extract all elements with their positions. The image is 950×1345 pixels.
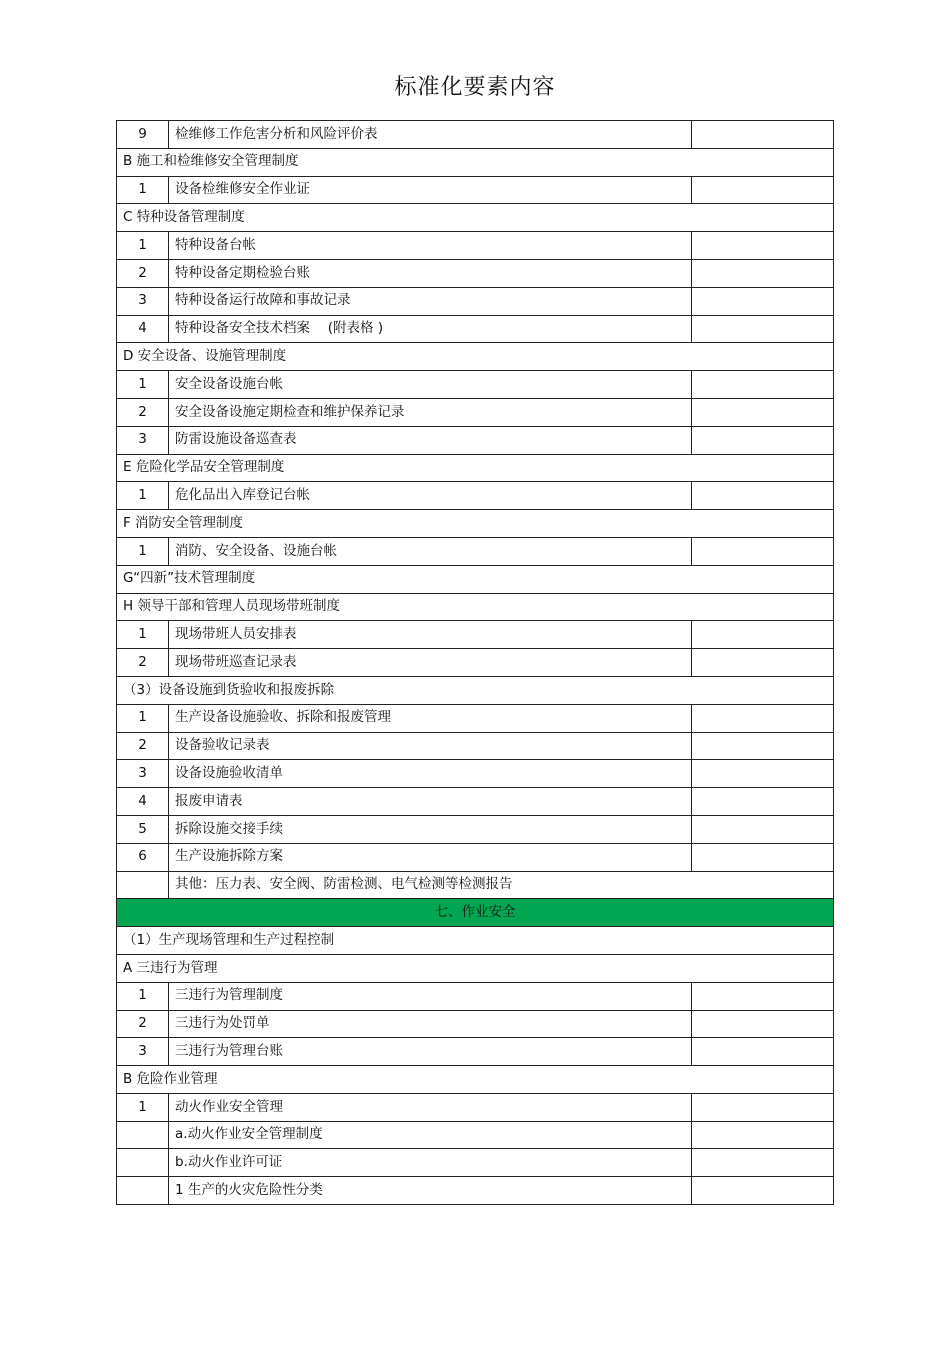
table-row xyxy=(117,426,834,454)
item-title: 特种设备运行故障和事故记录 xyxy=(169,287,692,315)
item-remark xyxy=(692,176,834,204)
item-remark xyxy=(692,287,834,315)
section-heading: D 安全设备、设施管理制度 xyxy=(117,343,834,371)
table-row xyxy=(117,843,834,871)
item-number: 1 xyxy=(117,482,169,510)
requirements-table xyxy=(116,120,834,1205)
item-remark xyxy=(692,815,834,843)
page-title: 标准化要素内容 xyxy=(394,75,556,100)
item-remark xyxy=(692,482,834,510)
item-title: 三违行为处罚单 xyxy=(169,1010,692,1038)
item-title: 设备设施验收清单 xyxy=(169,760,692,788)
table-row xyxy=(117,371,834,399)
item-remark xyxy=(692,1038,834,1066)
item-number: 1 xyxy=(117,537,169,565)
section-heading: B 危险作业管理 xyxy=(117,1066,834,1094)
section-row xyxy=(117,927,834,955)
section-heading: （1）生产现场管理和生产过程控制 xyxy=(117,927,834,955)
table-row xyxy=(117,1093,834,1121)
item-title: 生产设备设施验收、拆除和报废管理 xyxy=(169,704,692,732)
section-heading: H 领导干部和管理人员现场带班制度 xyxy=(117,593,834,621)
section-row xyxy=(117,593,834,621)
section-row xyxy=(117,148,834,176)
item-title: 安全设备设施台帐 xyxy=(169,371,692,399)
section-row xyxy=(117,565,834,593)
item-remark xyxy=(692,315,834,343)
table-row xyxy=(117,1038,834,1066)
item-title: 三违行为管理台账 xyxy=(169,1038,692,1066)
chapter-heading: 七、作业安全 xyxy=(117,899,834,927)
item-number: 2 xyxy=(117,649,169,677)
section-row xyxy=(117,510,834,538)
item-number: 1 xyxy=(117,176,169,204)
item-title: 报废申请表 xyxy=(169,788,692,816)
item-title: 消防、安全设备、设施台帐 xyxy=(169,537,692,565)
table-row xyxy=(117,732,834,760)
table-row xyxy=(117,315,834,343)
section-row xyxy=(117,343,834,371)
item-title: 三违行为管理制度 xyxy=(169,982,692,1010)
item-title: 检维修工作危害分析和风险评价表 xyxy=(169,121,692,149)
item-title: 设备验收记录表 xyxy=(169,732,692,760)
item-number: 1 xyxy=(117,1093,169,1121)
item-number: 3 xyxy=(117,426,169,454)
item-remark xyxy=(692,788,834,816)
item-remark xyxy=(692,1093,834,1121)
item-title: 1 生产的火灾危险性分类 xyxy=(169,1177,692,1205)
item-title: 防雷设施设备巡查表 xyxy=(169,426,692,454)
item-remark xyxy=(692,537,834,565)
item-title: 其他：压力表、安全阀、防雷检测、电气检测等检测报告 xyxy=(169,871,834,899)
table-row xyxy=(117,1121,834,1149)
item-number xyxy=(117,1177,169,1205)
table-row xyxy=(117,537,834,565)
section-heading: C 特种设备管理制度 xyxy=(117,204,834,232)
section-row xyxy=(117,954,834,982)
item-number: 5 xyxy=(117,815,169,843)
section-row xyxy=(117,676,834,704)
table-row xyxy=(117,176,834,204)
item-remark xyxy=(692,760,834,788)
section-row xyxy=(117,1066,834,1094)
item-title: 安全设备设施定期检查和维护保养记录 xyxy=(169,398,692,426)
item-title: 特种设备定期检验台账 xyxy=(169,259,692,287)
item-number: 2 xyxy=(117,1010,169,1038)
item-remark xyxy=(692,649,834,677)
item-number xyxy=(117,871,169,899)
item-remark xyxy=(692,1177,834,1205)
table-row xyxy=(117,259,834,287)
table-row xyxy=(117,649,834,677)
item-number: 1 xyxy=(117,232,169,260)
item-number: 6 xyxy=(117,843,169,871)
item-number: 1 xyxy=(117,621,169,649)
section-row xyxy=(117,204,834,232)
item-title: 现场带班人员安排表 xyxy=(169,621,692,649)
section-heading: G“四新”技术管理制度 xyxy=(117,565,834,593)
table-row xyxy=(117,1010,834,1038)
section-heading: B 施工和检维修安全管理制度 xyxy=(117,148,834,176)
section-row xyxy=(117,454,834,482)
table-row xyxy=(117,788,834,816)
item-number: 1 xyxy=(117,982,169,1010)
item-title: 危化品出入库登记台帐 xyxy=(169,482,692,510)
table-row xyxy=(117,760,834,788)
item-title: 拆除设施交接手续 xyxy=(169,815,692,843)
item-remark xyxy=(692,398,834,426)
table-row xyxy=(117,287,834,315)
table-row xyxy=(117,871,834,899)
item-remark xyxy=(692,843,834,871)
table-row xyxy=(117,482,834,510)
table-row xyxy=(117,982,834,1010)
item-number: 1 xyxy=(117,704,169,732)
item-title: 生产设施拆除方案 xyxy=(169,843,692,871)
table-row xyxy=(117,121,834,149)
table-row xyxy=(117,1149,834,1177)
item-number: 1 xyxy=(117,371,169,399)
item-title: 动火作业安全管理 xyxy=(169,1093,692,1121)
item-title: 设备检维修安全作业证 xyxy=(169,176,692,204)
item-number: 2 xyxy=(117,259,169,287)
item-title: b.动火作业许可证 xyxy=(169,1149,692,1177)
item-number xyxy=(117,1121,169,1149)
table-row xyxy=(117,704,834,732)
item-number: 3 xyxy=(117,287,169,315)
table-row xyxy=(117,621,834,649)
item-number: 3 xyxy=(117,1038,169,1066)
item-number: 4 xyxy=(117,788,169,816)
item-remark xyxy=(692,426,834,454)
item-number: 2 xyxy=(117,732,169,760)
item-remark xyxy=(692,732,834,760)
item-remark xyxy=(692,1010,834,1038)
table-row xyxy=(117,815,834,843)
section-heading: （3）设备设施到货验收和报废拆除 xyxy=(117,676,834,704)
item-remark xyxy=(692,1121,834,1149)
item-remark xyxy=(692,982,834,1010)
section-heading: E 危险化学品安全管理制度 xyxy=(117,454,834,482)
item-remark xyxy=(692,621,834,649)
item-remark xyxy=(692,259,834,287)
item-remark xyxy=(692,704,834,732)
table-row xyxy=(117,398,834,426)
item-number: 4 xyxy=(117,315,169,343)
item-number: 2 xyxy=(117,398,169,426)
table-row xyxy=(117,232,834,260)
item-title: 特种设备台帐 xyxy=(169,232,692,260)
section-heading: A 三违行为管理 xyxy=(117,954,834,982)
section-heading: F 消防安全管理制度 xyxy=(117,510,834,538)
item-remark xyxy=(692,1149,834,1177)
chapter-band-row xyxy=(117,899,834,927)
item-remark xyxy=(692,121,834,149)
item-number: 3 xyxy=(117,760,169,788)
item-title: 特种设备安全技术档案 (附表格 ) xyxy=(169,315,692,343)
item-title: 现场带班巡查记录表 xyxy=(169,649,692,677)
item-remark xyxy=(692,371,834,399)
table-row xyxy=(117,1177,834,1205)
item-remark xyxy=(692,232,834,260)
item-number: 9 xyxy=(117,121,169,149)
item-title: a.动火作业安全管理制度 xyxy=(169,1121,692,1149)
item-number xyxy=(117,1149,169,1177)
